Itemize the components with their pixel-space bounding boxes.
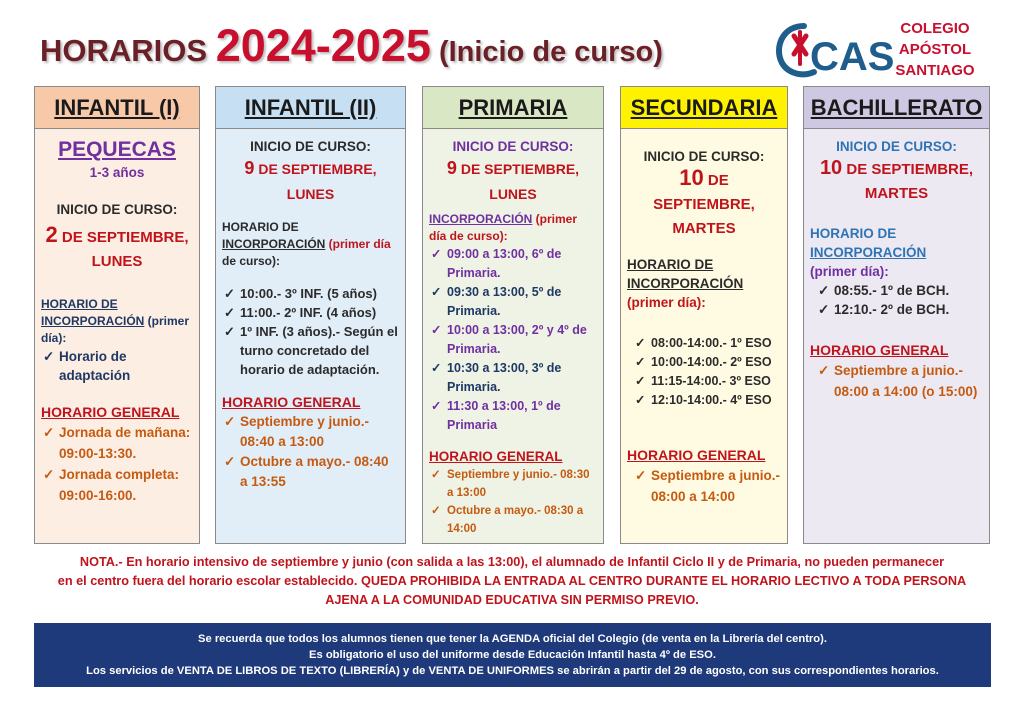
general-list xyxy=(810,360,983,402)
start-date-rest: DE SEPTIEMBRE, LUNES xyxy=(57,229,189,270)
column-secundaria xyxy=(620,86,788,544)
start-label: INICIO DE CURSO: xyxy=(250,139,371,154)
incorporation-sub: (primer día): xyxy=(41,314,190,345)
incorporation-title: HORARIO DE INCORPORACIÓN xyxy=(627,257,744,291)
start-day: 9 xyxy=(244,158,255,178)
list-item: ✓ 10:00.- 3º INF. (5 años) xyxy=(222,284,399,303)
column-bachillerato xyxy=(803,86,990,544)
list-item: ✓ 09:30 a 13:00, 5º de Primaria. xyxy=(429,283,597,321)
start-date xyxy=(627,166,781,241)
incorporation-sub: (primer día xyxy=(325,237,391,251)
general-list xyxy=(41,422,193,506)
heading-primaria: PRIMARIA xyxy=(423,87,603,129)
list-item: ✓ 08:55.- 1º de BCH. xyxy=(816,281,983,300)
school-name xyxy=(880,18,990,81)
start-date xyxy=(810,156,983,206)
list-item: ✓ Octubre a mayo.- 08:30 a 14:00 xyxy=(429,502,597,538)
heading-secundaria: SECUNDARIA xyxy=(621,87,787,129)
incorporation-title: INCORPORACIÓN xyxy=(222,237,326,251)
incorporation-sub: (primer día de curso): xyxy=(429,212,578,243)
start-label: INICIO DE CURSO: xyxy=(643,149,765,164)
footer-line-3: Los servicios de VENTA DE LIBROS DE TEXTO (LIBRERÍA) y de VENTA DE UNIFORMES se abrirán a partir del 29 de agosto, con sus correspondientes horarios. xyxy=(86,665,939,677)
school-line-1: COLEGIO xyxy=(900,20,970,37)
incorporation-block xyxy=(810,224,983,281)
list-item: ✓ 1º INF. (3 años).- Según el turno concretado del horario de adaptación. xyxy=(222,322,399,379)
incorporation-list xyxy=(627,334,781,410)
footer-line-1: Se recuerda que todos los alumnos tienen que tener la AGENDA oficial del Colegio (de venta en la Librería del centro). xyxy=(198,633,827,645)
column-infantil-1 xyxy=(34,86,200,544)
note-line-3: AJENA A LA COMUNIDAD EDUCATIVA SIN PERMISO PREVIO. xyxy=(325,593,699,607)
list-item: ✓ Jornada de mañana: 09:00-13:30. xyxy=(41,422,193,464)
list-item: ✓ 11:30 a 13:00, 1º de Primaria xyxy=(429,397,597,435)
general-list xyxy=(222,412,399,492)
list-item: ✓ 11:15-14:00.- 3º ESO xyxy=(633,372,781,391)
start-day: 9 xyxy=(446,158,457,178)
warning-note xyxy=(30,553,994,610)
list-item: ✓ 10:00 a 13:00, 2º y 4º de Primaria. xyxy=(429,321,597,359)
logo-text: CAS xyxy=(810,35,895,79)
start-date-rest: DE SEPTIEMBRE, MARTES xyxy=(842,161,974,202)
incorporation-prefix: HORARIO DE xyxy=(222,220,299,234)
start-label: INICIO DE CURSO: xyxy=(56,202,178,217)
incorporation-block xyxy=(41,296,193,347)
general-title: HORARIO GENERAL xyxy=(627,447,766,463)
list-item: ✓ 11:00.- 2º INF. (4 años) xyxy=(222,303,399,322)
footer-bar xyxy=(34,623,991,687)
incorporation-block xyxy=(429,211,597,245)
title-years: 2024-2025 xyxy=(215,20,431,71)
incorporation-list xyxy=(222,284,399,379)
title-prefix: HORARIOS xyxy=(40,33,216,68)
start-date xyxy=(429,156,597,207)
start-label: INICIO DE CURSO: xyxy=(452,139,574,154)
list-item: ✓ 09:00 a 13:00, 6º de Primaria. xyxy=(429,245,597,283)
general-list xyxy=(429,466,597,538)
heading-bachillerato: BACHILLERATO xyxy=(804,87,989,129)
general-title: HORARIO GENERAL xyxy=(41,404,180,420)
start-day: 2 xyxy=(45,222,58,247)
general-title: HORARIO GENERAL xyxy=(222,394,361,410)
list-item: ✓ Septiembre y junio.- 08:30 a 13:00 xyxy=(429,466,597,502)
heading-infantil-2: INFANTIL (II) xyxy=(216,87,405,129)
list-item: ✓ Septiembre a junio.- 08:00 a 14:00 xyxy=(633,465,781,507)
incorporation-title: INCORPORACIÓN xyxy=(429,212,533,226)
incorporation-block xyxy=(627,255,781,312)
incorporation-list xyxy=(810,281,983,319)
list-item: ✓ Octubre a mayo.- 08:40 a 13:55 xyxy=(222,452,399,492)
list-item: ✓ Jornada completa: 09:00-16:00. xyxy=(41,464,193,506)
start-day: 10 xyxy=(819,157,843,179)
group-name: PEQUECAS xyxy=(58,138,176,161)
column-infantil-2 xyxy=(215,86,406,544)
general-title: HORARIO GENERAL xyxy=(429,449,563,464)
school-line-3: SANTIAGO xyxy=(895,62,975,79)
school-line-2: APÓSTOL xyxy=(898,41,972,58)
start-label: INICIO DE CURSO: xyxy=(836,139,957,154)
list-item: ✓ 10:30 a 13:00, 3º de Primaria. xyxy=(429,359,597,397)
incorporation-block xyxy=(222,219,399,270)
incorporation-sub: (primer día): xyxy=(810,264,889,279)
list-item: ✓ Septiembre y junio.- 08:40 a 13:00 xyxy=(222,412,399,452)
incorporation-list xyxy=(41,347,193,385)
general-list xyxy=(627,465,781,507)
start-date xyxy=(222,156,399,207)
page-title xyxy=(40,20,740,80)
title-suffix: (Inicio de curso) xyxy=(430,36,663,68)
column-primaria xyxy=(422,86,604,544)
incorporation-title: INCORPORACIÓN xyxy=(810,245,927,260)
incorporation-list xyxy=(429,245,597,435)
incorporation-title: HORARIO DE INCORPORACIÓN xyxy=(41,297,145,328)
general-title: HORARIO GENERAL xyxy=(810,342,949,358)
list-item: ✓ 08:00-14:00.- 1º ESO xyxy=(633,334,781,353)
list-item: ✓ 10:00-14:00.- 2º ESO xyxy=(633,353,781,372)
list-item: ✓ 12:10.- 2º de BCH. xyxy=(816,300,983,319)
incorporation-sub: (primer día): xyxy=(627,295,706,310)
list-item: ✓ 12:10-14:00.- 4º ESO xyxy=(633,391,781,410)
note-line-1: NOTA.- En horario intensivo de septiembre y junio (con salida a las 13:00), el alumnado de Infantil Ciclo II y de Primaria, no pueden permanecer xyxy=(79,555,945,569)
start-date-rest: DE SEPTIEMBRE, LUNES xyxy=(254,161,377,202)
incorporation-prefix: HORARIO DE xyxy=(810,226,897,241)
list-item: ✓ Septiembre a junio.- 08:00 a 14:00 (o 15:00) xyxy=(816,360,983,402)
start-date-rest: DE SEPTIEMBRE, MARTES xyxy=(653,172,755,237)
school-logo xyxy=(770,14,895,84)
list-item: ✓ Horario de adaptación xyxy=(41,347,193,385)
note-line-2: en el centro fuera del horario escolar establecido. QUEDA PROHIBIDA LA ENTRADA AL CENTRO DURANTE EL HORARIO LECTIVO A TODA PERSONA xyxy=(57,574,967,588)
incorporation-sub-2: de curso): xyxy=(222,254,281,268)
start-day: 10 xyxy=(679,165,704,190)
footer-line-2: Es obligatorio el uso del uniforme desde Educación Infantil hasta 4º de ESO. xyxy=(309,649,716,661)
start-date-rest: DE SEPTIEMBRE, LUNES xyxy=(456,161,580,202)
group-ages: 1-3 años xyxy=(89,165,145,180)
start-date xyxy=(41,223,193,274)
heading-infantil-1: INFANTIL (I) xyxy=(35,87,199,129)
